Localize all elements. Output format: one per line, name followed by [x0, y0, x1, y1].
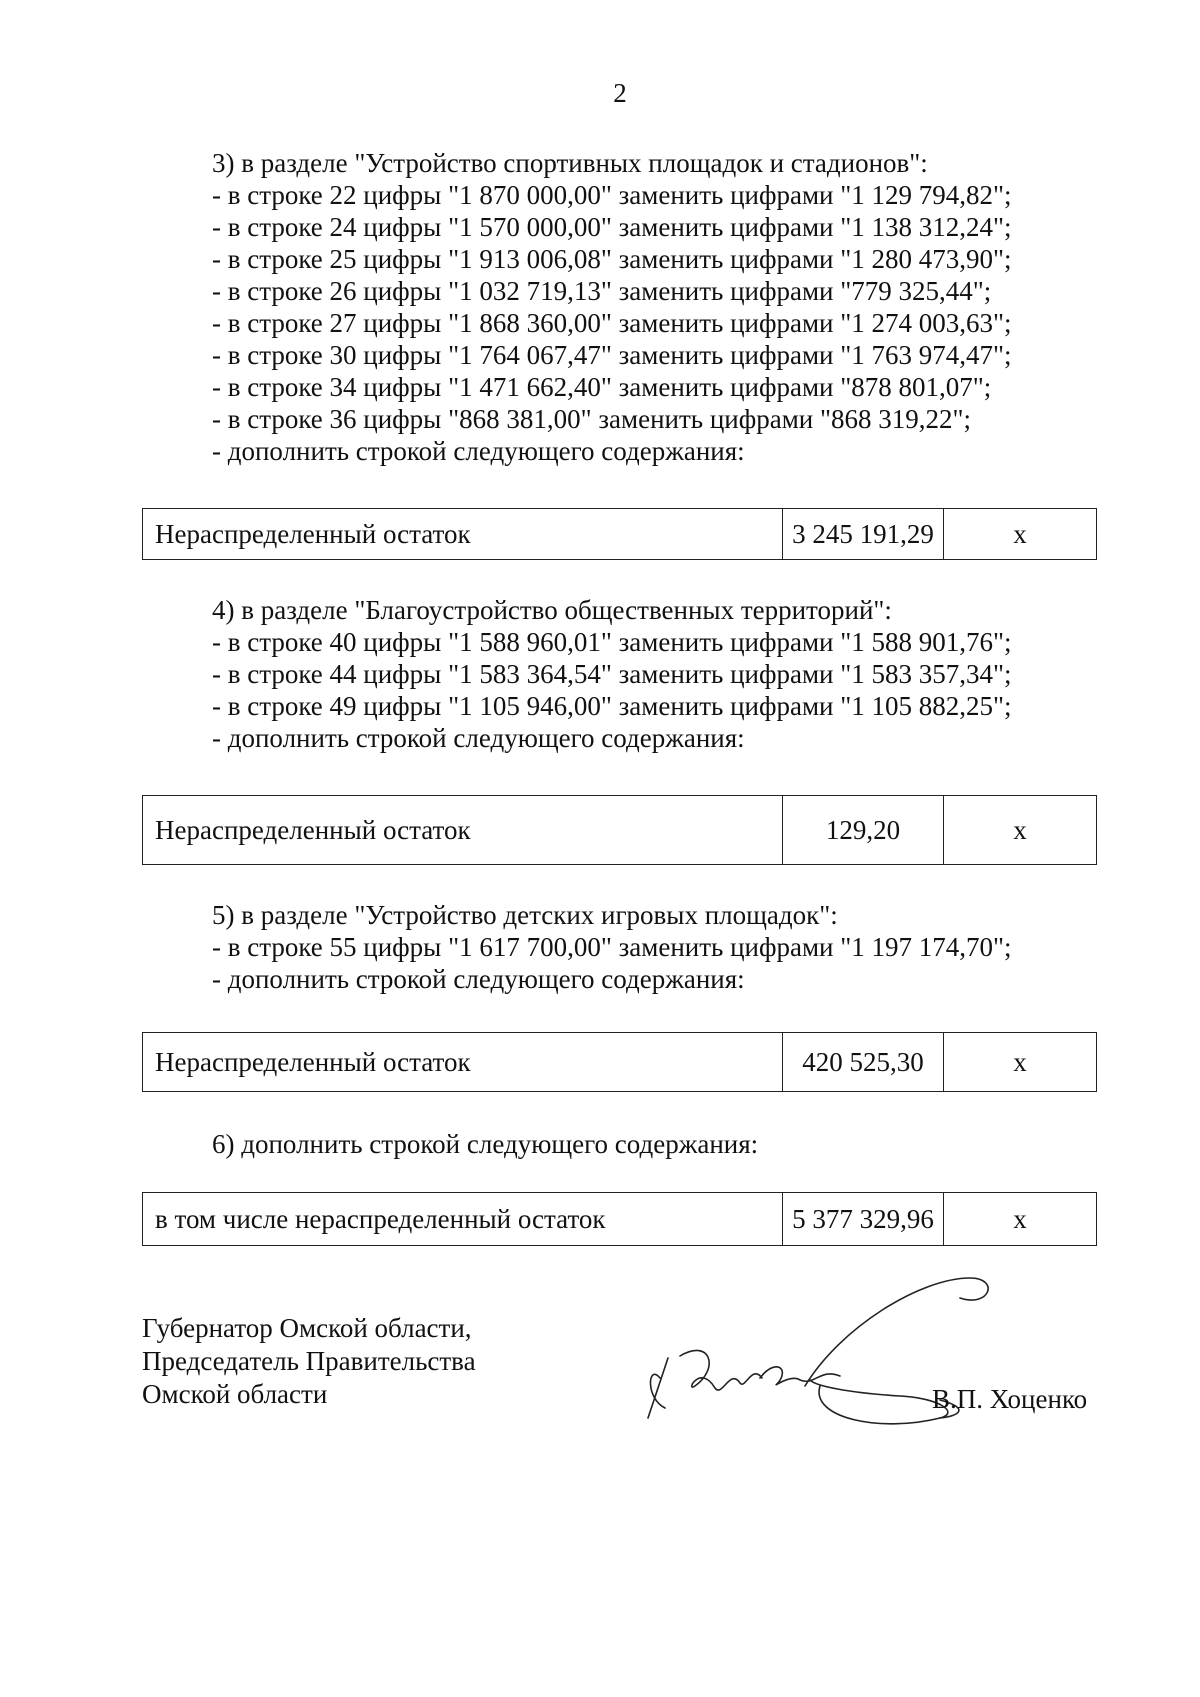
row-amount: 420 525,30	[783, 1033, 944, 1092]
row-label: Нераспределенный остаток	[143, 1033, 783, 1092]
section-3-line: - в строке 34 цифры "1 471 662,40" заменить цифрами "878 801,07";	[212, 372, 992, 402]
row-mark: x	[944, 1193, 1097, 1246]
section-4-line: - в строке 44 цифры "1 583 364,54" заменить цифрами "1 583 357,34";	[212, 659, 1012, 689]
row-mark: x	[944, 1033, 1097, 1092]
section-3-heading: 3) в разделе "Устройство спортивных площадок и стадионов":	[212, 148, 928, 178]
row-label: в том числе нераспределенный остаток	[143, 1193, 783, 1246]
signatory-title-line: Губернатор Омской области,	[142, 1313, 472, 1343]
row-label: Нераспределенный остаток	[143, 796, 783, 865]
section-4-line: - в строке 49 цифры "1 105 946,00" заменить цифрами "1 105 882,25";	[212, 691, 1012, 721]
section-3-table	[142, 508, 1097, 560]
section-3-line: - в строке 30 цифры "1 764 067,47" заменить цифрами "1 763 974,47";	[212, 340, 1012, 370]
section-3-line: - в строке 27 цифры "1 868 360,00" заменить цифрами "1 274 003,63";	[212, 308, 1012, 338]
signatory-title-line: Председатель Правительства	[142, 1346, 476, 1376]
section-3-line: - в строке 25 цифры "1 913 006,08" заменить цифрами "1 280 473,90";	[212, 244, 1012, 274]
section-4-table	[142, 795, 1097, 865]
page-number: 2	[613, 78, 627, 108]
section-6-table	[142, 1192, 1097, 1246]
row-mark: x	[944, 796, 1097, 865]
section-6-heading: 6) дополнить строкой следующего содержания:	[212, 1129, 759, 1159]
section-4-line: - в строке 40 цифры "1 588 960,01" заменить цифрами "1 588 901,76";	[212, 627, 1012, 657]
section-4	[212, 594, 1012, 754]
section-3	[212, 147, 1012, 467]
table-row	[143, 1033, 1097, 1092]
section-3-line: - в строке 26 цифры "1 032 719,13" заменить цифрами "779 325,44";	[212, 276, 992, 306]
table-row	[143, 796, 1097, 865]
section-4-line: - дополнить строкой следующего содержания:	[212, 723, 745, 753]
section-3-line: - в строке 24 цифры "1 570 000,00" заменить цифрами "1 138 312,24";	[212, 212, 1012, 242]
signatory-title-line: Омской области	[142, 1379, 328, 1409]
signatory-title	[142, 1312, 476, 1411]
section-5-heading: 5) в разделе "Устройство детских игровых площадок":	[212, 900, 838, 930]
table-row	[143, 1193, 1097, 1246]
row-mark: x	[944, 509, 1097, 560]
section-3-line: - в строке 22 цифры "1 870 000,00" заменить цифрами "1 129 794,82";	[212, 180, 1012, 210]
section-6	[212, 1128, 758, 1160]
row-amount: 5 377 329,96	[783, 1193, 944, 1246]
table-row	[143, 509, 1097, 560]
signatory-name: В.П. Хоценко	[932, 1384, 1088, 1414]
section-5-line: - в строке 55 цифры "1 617 700,00" заменить цифрами "1 197 174,70";	[212, 932, 1012, 962]
section-3-line: - дополнить строкой следующего содержания:	[212, 436, 745, 466]
section-3-line: - в строке 36 цифры "868 381,00" заменить цифрами "868 319,22";	[212, 404, 972, 434]
row-amount: 3 245 191,29	[783, 509, 944, 560]
row-amount: 129,20	[783, 796, 944, 865]
section-5-line: - дополнить строкой следующего содержания:	[212, 964, 745, 994]
section-5	[212, 899, 1012, 995]
section-4-heading: 4) в разделе "Благоустройство общественных территорий":	[212, 595, 892, 625]
section-5-table	[142, 1032, 1097, 1092]
row-label: Нераспределенный остаток	[143, 509, 783, 560]
